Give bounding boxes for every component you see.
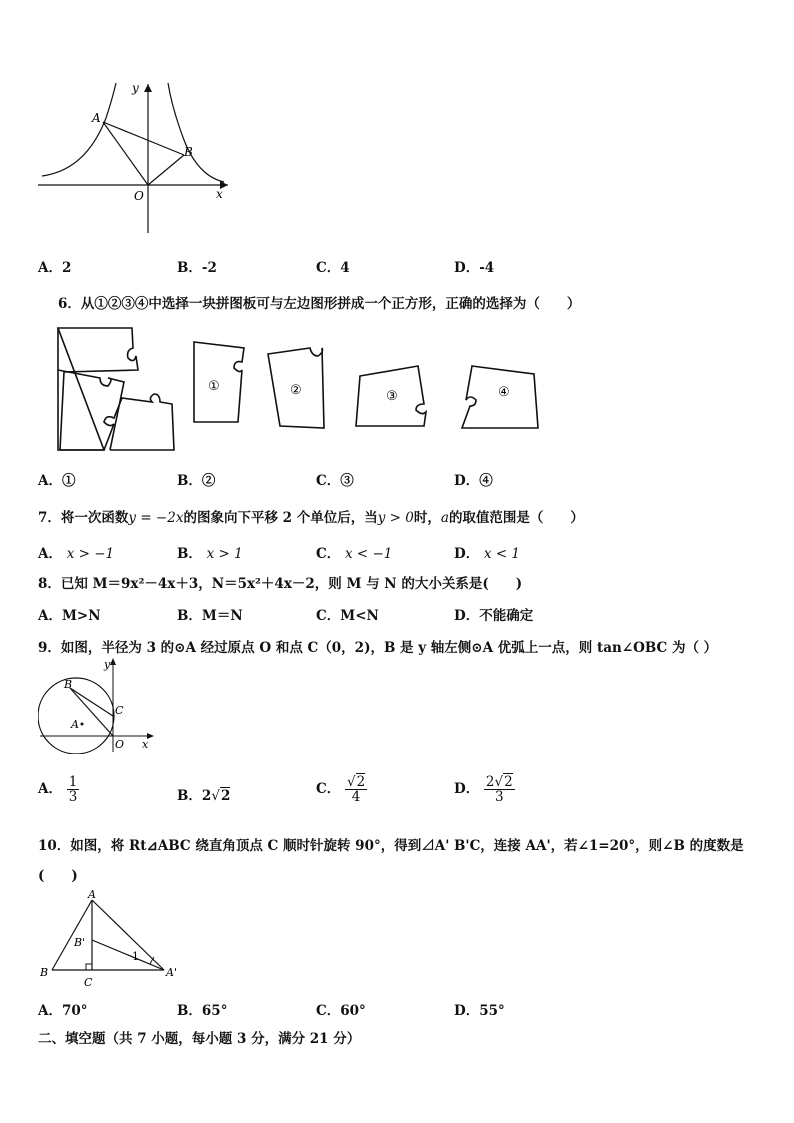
fraction: $\frac{√2}{4}$ (346, 774, 366, 806)
q5-x-label: x (216, 187, 223, 201)
q10-stem: 10．如图，将 Rt⊿ABC 绕直角顶点 C 顺时针旋转 90°，得到⊿A' B'C，连接 AA'，若∠1=20°，则∠B 的度数是 (38, 838, 744, 854)
q9-stem: 9．如图，半径为 3 的⊙A 经过原点 O 和点 C（0，2)，B 是 y 轴左侧⊙A 优弧上一点，则 tan∠OBC 为（ ） (38, 640, 718, 656)
q9-a-label: A (71, 718, 79, 731)
q5-option-a[interactable]: A．2 (38, 260, 72, 276)
q9-o-label: O (115, 738, 125, 751)
q6-piece-2-label: ② (290, 383, 302, 398)
q6-piece-1-label: ① (208, 379, 220, 394)
q8-option-c[interactable]: C．M<N (316, 608, 379, 624)
q6-option-d[interactable]: D．④ (454, 473, 493, 489)
q5-y-label: y (132, 81, 139, 95)
q5-figure (36, 78, 236, 238)
q9-option-b[interactable]: B．2√2 (177, 788, 231, 804)
q10-b2-label: B' (74, 936, 86, 949)
q9-figure (38, 656, 158, 754)
q10-option-c[interactable]: C．60° (316, 1003, 366, 1019)
q6-piece-1 (190, 338, 252, 428)
q10-option-b[interactable]: B．65° (177, 1003, 228, 1019)
q5-option-d[interactable]: D．-4 (454, 260, 495, 276)
q6-piece-4 (458, 360, 542, 432)
q6-stem: 6．从①②③④中选择一块拼图板可与左边图形拼成一个正方形，正确的选择为（ ） (58, 296, 581, 312)
q10-b-label: B (40, 966, 49, 979)
q6-piece-2 (266, 344, 328, 430)
q10-option-d[interactable]: D．55° (454, 1003, 505, 1019)
q7-option-d[interactable]: D． x < 1 (454, 546, 521, 562)
fraction: $\frac{1}{3}$ (68, 774, 78, 806)
q8-option-b[interactable]: B．M＝N (177, 608, 243, 624)
q5-option-c[interactable]: C．4 (316, 260, 350, 276)
q10-c-label: C (84, 976, 93, 989)
q7-option-c[interactable]: C． x < −1 (316, 546, 393, 562)
q6-piece-3 (354, 362, 430, 430)
q9-y-label: y (104, 658, 111, 671)
q10-a-label: A (88, 890, 96, 901)
q6-option-c[interactable]: C．③ (316, 473, 354, 489)
q10-option-a[interactable]: A．70° (38, 1003, 88, 1019)
q9-option-c[interactable]: C． $\frac{√2}{4}$ (316, 774, 366, 806)
q10-a2-label: A' (166, 966, 177, 979)
section-heading: 二、填空题（共 7 小题，每小题 3 分，满分 21 分） (38, 1031, 361, 1047)
q10-paren: ( ) (38, 868, 78, 884)
q5-option-b[interactable]: B．-2 (177, 260, 217, 276)
q8-stem: 8．已知 M＝9x²－4x＋3，N＝5x²＋4x－2，则 M 与 N 的大小关系是( ) (38, 576, 523, 592)
q8-option-d[interactable]: D．不能确定 (454, 608, 534, 624)
q9-option-d[interactable]: D． $\frac{2√2}{3}$ (454, 774, 513, 806)
q5-b-label: B (184, 145, 193, 159)
q10-figure (36, 890, 186, 990)
q9-c-label: C (115, 704, 124, 717)
q10-angle-1-label: 1 (132, 950, 139, 963)
q5-o-label: O (134, 189, 144, 203)
q6-piece-4-label: ④ (498, 385, 510, 400)
fraction: $\frac{2√2}{3}$ (485, 774, 513, 806)
q7-option-b[interactable]: B． x > 1 (177, 546, 243, 562)
q6-option-b[interactable]: B．② (177, 473, 216, 489)
q5-a-label: A (92, 111, 101, 125)
q9-b-label: B (64, 678, 73, 691)
q6-option-a[interactable]: A．① (38, 473, 76, 489)
q7-option-a[interactable]: A． x > −1 (38, 546, 115, 562)
q7-stem: 7．将一次函数y = −2x的图象向下平移 2 个单位后，当y > 0时，a的取值范围是（ ） (38, 510, 584, 526)
q9-x-label: x (142, 738, 149, 751)
q9-option-a[interactable]: A． $\frac{1}{3}$ (38, 774, 78, 806)
q6-puzzle-main (56, 326, 178, 452)
q8-option-a[interactable]: A．M>N (38, 608, 101, 624)
q6-piece-3-label: ③ (386, 389, 398, 404)
